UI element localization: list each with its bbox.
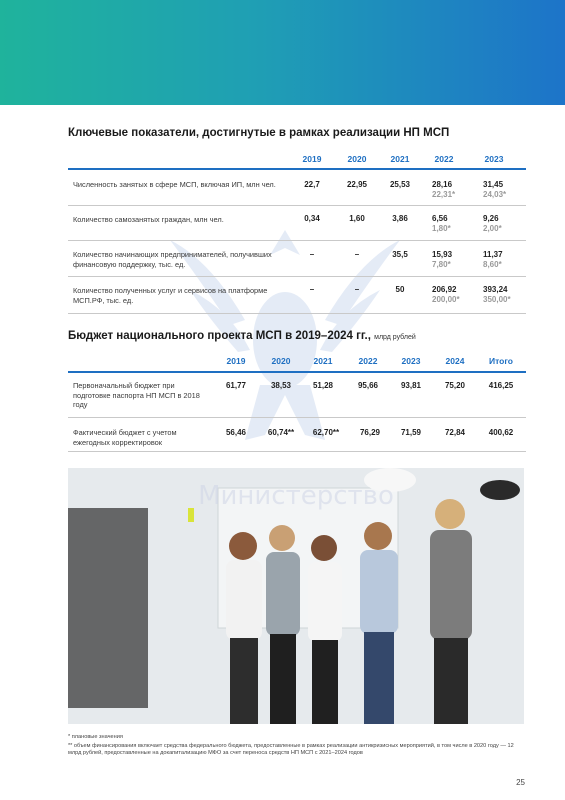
table2-year-2024: 2024 xyxy=(445,356,465,366)
table1-row3-2023: 11,37 8,60* xyxy=(483,250,503,269)
table2-row2-2019: 56,46 xyxy=(225,428,247,437)
table2-row2-total: 400,62 xyxy=(488,428,514,437)
table1-row3-2019: – xyxy=(309,250,315,259)
table2-row1-2023: 93,81 xyxy=(400,381,422,390)
table2-row2-2023: 71,59 xyxy=(400,428,422,437)
table1-row-divider xyxy=(68,205,526,206)
table1-row1-2023: 31,45 24,03* xyxy=(483,180,507,199)
photo-watermark-text: Министерство xyxy=(198,481,394,511)
table2-row1-2021: 51,28 xyxy=(312,381,334,390)
table2-row2-2024: 72,84 xyxy=(444,428,466,437)
table1-row4-2020: – xyxy=(354,285,360,294)
table1-row2-2019: 0,34 xyxy=(304,214,320,223)
table1-row2-2023: 9,26 2,00* xyxy=(483,214,502,233)
table1-row4-2023: 393,24 350,00* xyxy=(483,285,511,304)
table1-header-rule xyxy=(68,168,526,170)
table2-year-2023: 2023 xyxy=(401,356,421,366)
table1-row3-2022: 15,93 7,80* xyxy=(432,250,453,269)
table1-year-2023: 2023 xyxy=(484,154,504,164)
eagle-emblem-watermark xyxy=(150,200,420,450)
table1-row1-2021: 25,53 xyxy=(389,180,411,189)
table2-title: Бюджет национального проекта МСП в 2019–2024 гг., млрд рублей xyxy=(68,330,416,342)
page-number: 25 xyxy=(516,778,525,787)
table2-row1-2024: 75,20 xyxy=(444,381,466,390)
table1-row2-2020: 1,60 xyxy=(349,214,365,223)
table2-row-divider xyxy=(68,417,526,418)
table2-row2-2022: 76,29 xyxy=(359,428,381,437)
table1-row1-2022: 28,16 22,31* xyxy=(432,180,456,199)
table2-year-2020: 2020 xyxy=(271,356,291,366)
footnote-funding: ** объем финансирования включает средства федерального бюджета, предоставленные в рамках реализации антикризисных мероприятий, в том числе в 2020 году — 12 млрд рублей, предоставленные на докапитализацию МФО за счет переноса средств НП МСП с 2021–2024 годов xyxy=(68,743,514,756)
table1-year-2019: 2019 xyxy=(302,154,322,164)
table2-year-2019: 2019 xyxy=(226,356,246,366)
table1-row3-2021: 35,5 xyxy=(392,250,408,259)
table1-row1-2020: 22,95 xyxy=(346,180,368,189)
table1-row4-label: Количество полученных услуг и сервисов на платформе МСП.РФ, тыс. ед. xyxy=(73,286,268,305)
table2-row1-total: 416,25 xyxy=(488,381,514,390)
table2-row2-2021: 62,70** xyxy=(312,428,340,437)
table1-row2-2022: 6,56 1,80* xyxy=(432,214,451,233)
table1-row-divider xyxy=(68,276,526,277)
table2-row2-2020: 60,74** xyxy=(267,428,295,437)
table1-row3-label: Количество начинающих предпринимателей, получивших финансовую поддержку, тыс. ед. xyxy=(73,250,272,269)
table1-row4-2019: – xyxy=(309,285,315,294)
table1-row2-2021: 3,86 xyxy=(392,214,408,223)
table1-row4-2022: 206,92 200,00* xyxy=(432,285,460,304)
table1-row4-2021: 50 xyxy=(395,285,405,294)
footnote-planned: * плановые значения xyxy=(68,734,123,740)
team-photo xyxy=(68,468,524,724)
table1-year-2020: 2020 xyxy=(347,154,367,164)
table1-row1-2019: 22,7 xyxy=(304,180,320,189)
table1-year-2022: 2022 xyxy=(434,154,454,164)
table1-row1-label: Численность занятых в сфере МСП, включая ИП, млн чел. xyxy=(73,180,276,189)
table1-year-2021: 2021 xyxy=(390,154,410,164)
table2-bottom-rule xyxy=(68,451,526,452)
table1-row3-2020: – xyxy=(354,250,360,259)
table2-total-header: Итого xyxy=(489,356,513,366)
table2-row1-2022: 95,66 xyxy=(357,381,379,390)
table2-row1-2019: 61,77 xyxy=(225,381,247,390)
team-photo-illustration xyxy=(68,468,524,724)
table2-year-2022: 2022 xyxy=(358,356,378,366)
header-banner xyxy=(0,0,565,105)
table2-row1-2020: 38,53 xyxy=(270,381,292,390)
table1-row2-label: Количество самозанятых граждан, млн чел. xyxy=(73,215,224,224)
table2-row2-label: Фактический бюджет с учетом ежегодных корректировок xyxy=(73,428,177,447)
table1-bottom-rule xyxy=(68,313,526,314)
table2-year-2021: 2021 xyxy=(313,356,333,366)
table1-title: Ключевые показатели, достигнутые в рамках реализации НП МСП xyxy=(68,127,450,139)
table2-row1-label: Первоначальный бюджет при подготовке паспорта НП МСП в 2018 году xyxy=(73,381,200,410)
table2-header-rule xyxy=(68,371,526,373)
table1-row-divider xyxy=(68,240,526,241)
